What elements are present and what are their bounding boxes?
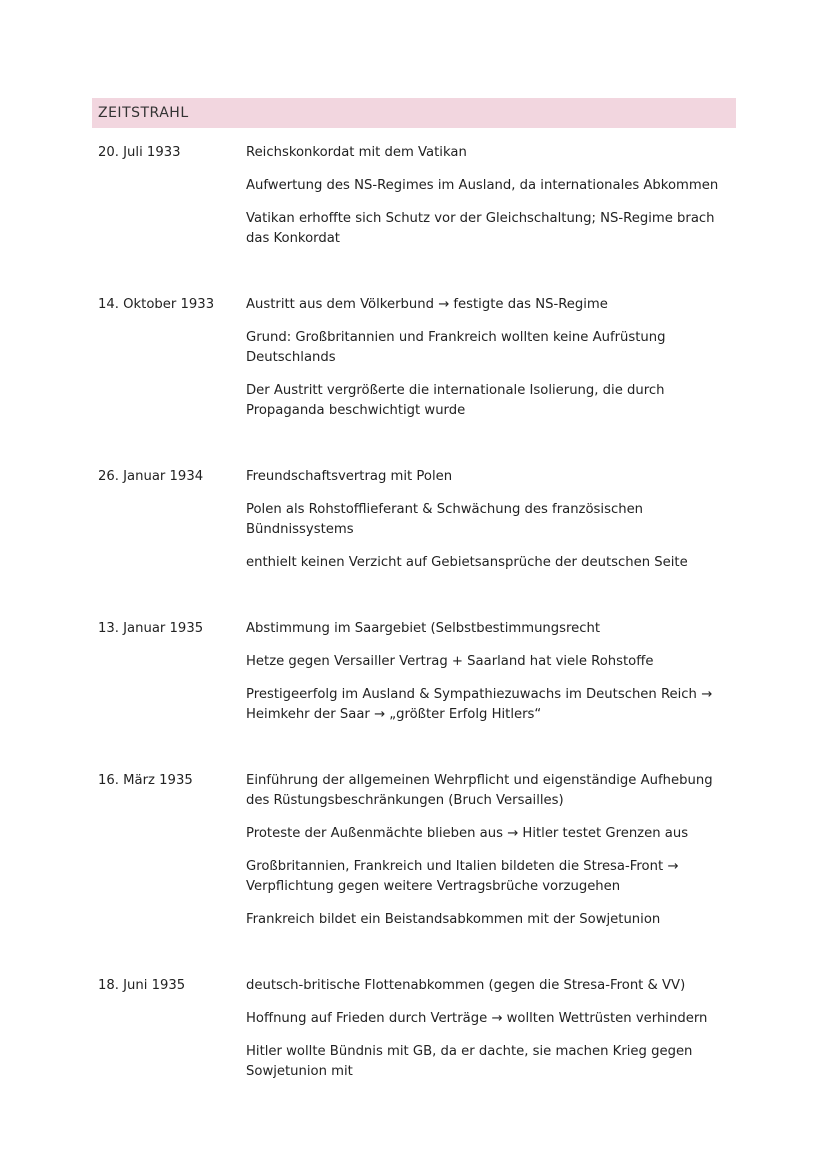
section-header — [92, 98, 736, 128]
event-note: Austritt aus dem Völkerbund → festigte das NS-Regime — [246, 297, 608, 312]
event-note: Vatikan erhoffte sich Schutz vor der Gleichschaltung; NS-Regime brach das Konkordat — [246, 211, 715, 246]
event-note: Der Austritt vergrößerte die internationale Isolierung, die durch Propaganda beschwichtigt wurde — [246, 383, 665, 418]
event-date: 16. März 1935 — [98, 773, 193, 788]
event-note: Abstimmung im Saargebiet (Selbstbestimmungsrecht — [246, 621, 601, 636]
event-note: Grund: Großbritannien und Frankreich wollten keine Aufrüstung Deutschlands — [246, 330, 666, 365]
event-note: Hitler wollte Bündnis mit GB, da er dachte, sie machen Krieg gegen Sowjetunion mit — [246, 1044, 693, 1079]
event-date: 26. Januar 1934 — [98, 469, 204, 484]
event-note: Reichskonkordat mit dem Vatikan — [246, 145, 467, 160]
event-note: enthielt keinen Verzicht auf Gebietsansprüche der deutschen Seite — [246, 555, 688, 570]
timeline-event — [98, 976, 730, 1082]
event-date: 18. Juni 1935 — [98, 978, 186, 993]
event-note: Großbritannien, Frankreich und Italien bildeten die Stresa-Front → Verpflichtung gegen weitere Vertragsbrüche vorzugehen — [246, 859, 679, 894]
event-note: Hoffnung auf Frieden durch Verträge → wollten Wettrüsten verhindern — [246, 1011, 708, 1026]
timeline-event — [98, 143, 730, 249]
section-title: ZEITSTRAHL — [98, 105, 189, 121]
event-note: Proteste der Außenmächte blieben aus → Hitler testet Grenzen aus — [246, 826, 689, 841]
event-note: Frankreich bildet ein Beistandsabkommen mit der Sowjetunion — [246, 912, 661, 927]
timeline-event — [98, 295, 730, 421]
timeline-event — [98, 467, 730, 573]
event-note: Polen als Rohstofflieferant & Schwächung des französischen Bündnissystems — [246, 502, 644, 537]
event-date: 14. Oktober 1933 — [98, 297, 215, 312]
event-note: Aufwertung des NS-Regimes im Ausland, da internationales Abkommen — [246, 178, 719, 193]
timeline-event — [98, 619, 730, 725]
event-note: Einführung der allgemeinen Wehrpflicht und eigenständige Aufhebung des Rüstungsbeschränkungen (Bruch Versailles) — [246, 773, 713, 808]
event-note: Freundschaftsvertrag mit Polen — [246, 469, 453, 484]
event-note: Prestigeerfolg im Ausland & Sympathiezuwachs im Deutschen Reich → Heimkehr der Saar → „größter Erfolg Hitlers“ — [246, 687, 713, 722]
timeline — [98, 143, 730, 1082]
timeline-event — [98, 771, 730, 930]
event-note: deutsch-britische Flottenabkommen (gegen die Stresa-Front & VV) — [246, 978, 686, 993]
event-note: Hetze gegen Versailler Vertrag + Saarland hat viele Rohstoffe — [246, 654, 654, 669]
event-date: 20. Juli 1933 — [98, 145, 181, 160]
event-date: 13. Januar 1935 — [98, 621, 204, 636]
